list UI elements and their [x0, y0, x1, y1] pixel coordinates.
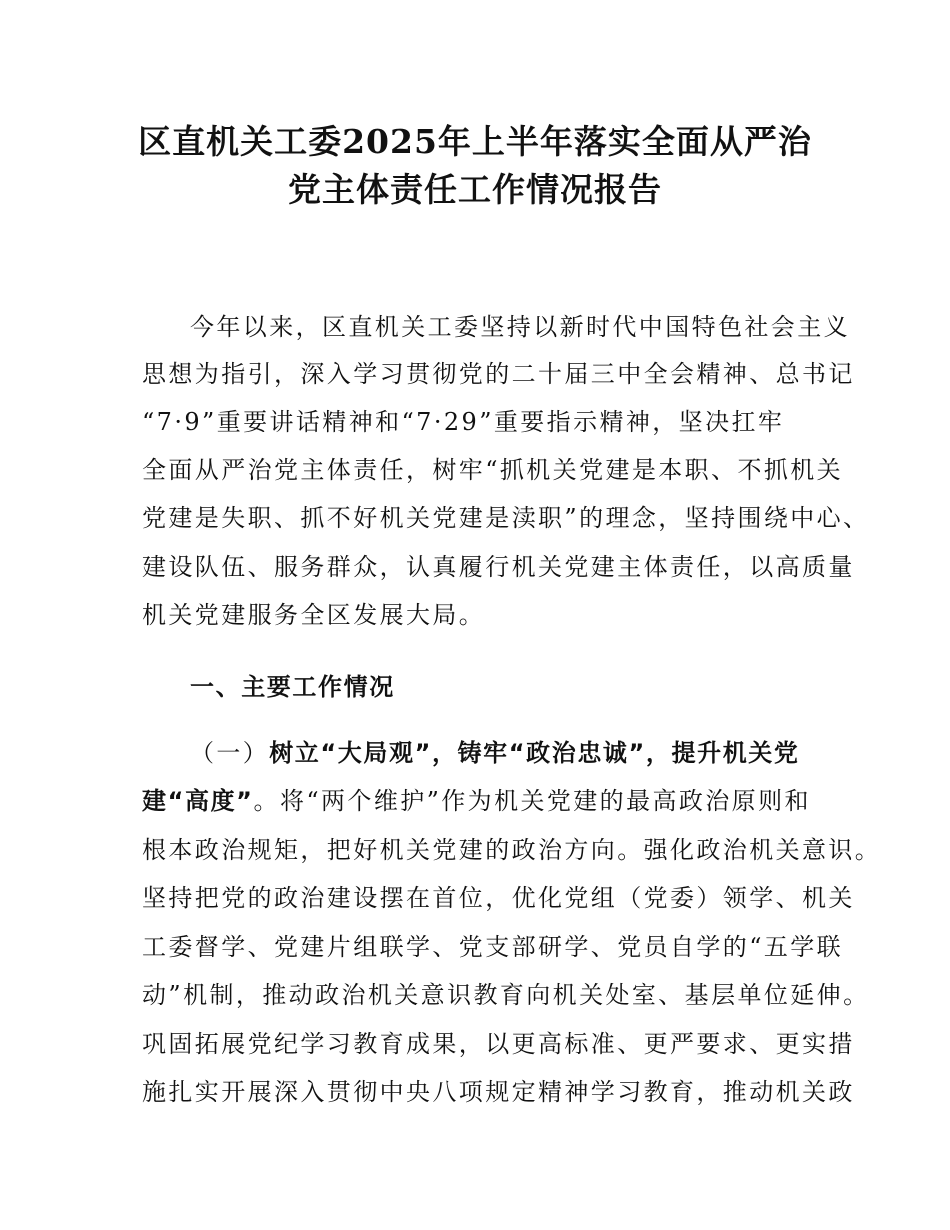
subsection-1-line-7: 巩固拓展党纪学习教育成果，以更高标准、更严要求、更实措 [142, 1030, 855, 1058]
document-title-line-1: 区直机关工委2025年上半年落实全面从严治 [138, 122, 812, 161]
subsection-1-bold-heading-part-1: 树立“大局观”，铸牢“政治忠诚”，提升机关党 [269, 739, 800, 767]
intro-line-1: 今年以来，区直机关工委坚持以新时代中国特色社会主义 [190, 313, 850, 341]
section-1-heading: 一、主要工作情况 [190, 673, 395, 701]
subsection-1-bold-heading-part-2: 建“高度” [142, 787, 254, 815]
intro-line-4: 全面从严治党主体责任，树牢“抓机关党建是本职、不抓机关 [142, 456, 844, 484]
intro-line-7: 机关党建服务全区发展大局。 [142, 601, 486, 629]
intro-line-3: “7·9”重要讲话精神和“7·29”重要指示精神，坚决扛牢 [142, 408, 785, 436]
subsection-1-line-1 [190, 738, 890, 768]
intro-line-5: 党建是失职、抓不好机关党建是渎职”的理念，坚持围绕中心、 [142, 504, 870, 532]
subsection-1-label: （一） [190, 739, 270, 767]
intro-line-6: 建设队伍、服务群众，认真履行机关党建主体责任，以高质量 [142, 553, 855, 581]
subsection-1-line-2 [142, 786, 842, 816]
subsection-1-line-4: 坚持把党的政治建设摆在首位，优化党组（党委）领学、机关 [142, 884, 855, 912]
subsection-1-line-2-text: 。将“两个维护”作为机关党建的最高政治原则和 [253, 787, 811, 815]
document-title-line-2: 党主体责任工作情况报告 [288, 170, 662, 209]
subsection-1-line-8: 施扎实开展深入贯彻中央八项规定精神学习教育，推动机关政 [142, 1078, 855, 1106]
subsection-1-line-5: 工委督学、党建片组联学、党支部研学、党员自学的“五学联 [142, 933, 844, 961]
subsection-1-line-6: 动”机制，推动政治机关意识教育向机关处室、基层单位延伸。 [142, 981, 870, 1009]
intro-line-2: 思想为指引，深入学习贯彻党的二十届三中全会精神、总书记 [142, 360, 855, 388]
subsection-1-line-3: 根本政治规矩，把好机关党建的政治方向。强化政治机关意识。 [142, 836, 882, 864]
